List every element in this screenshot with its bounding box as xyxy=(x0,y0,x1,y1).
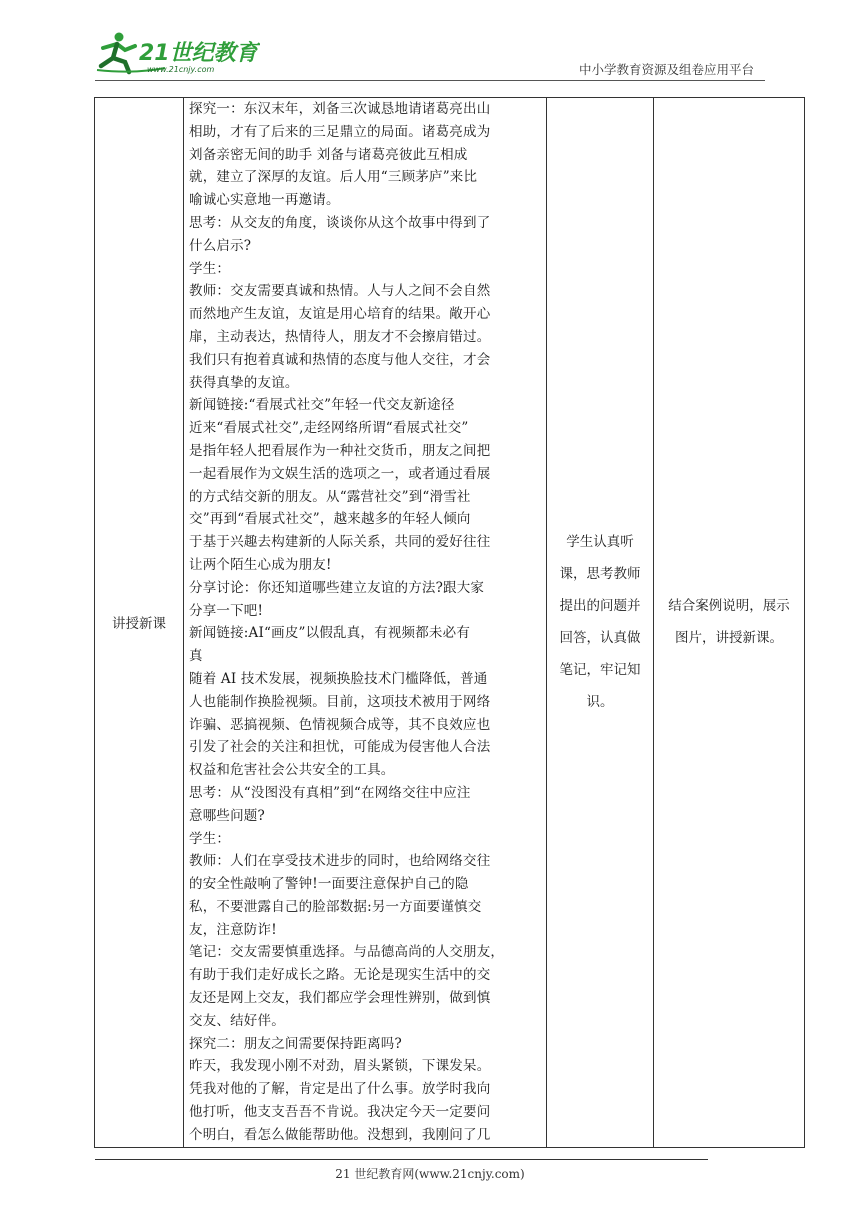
content-lines xyxy=(189,98,542,1147)
content-line: 友还是网上交友，我们都应学会理性辨别，做到慎 xyxy=(189,990,491,1007)
content-line: 喻诚心实意地一再邀请。 xyxy=(189,192,340,209)
content-line: 诈骗、恶搞视频、色情视频合成等，其不良效应也 xyxy=(189,716,491,733)
design-intent: 结合案例说明，展示图片，讲授新课。 xyxy=(654,98,805,1148)
content-line: 我们只有抱着真诚和热情的态度与他人交往，才会 xyxy=(189,351,491,368)
content-line: 探究一：东汉末年，刘备三次诚恳地请诸葛亮出山 xyxy=(189,101,491,117)
content-line: 他打听，他支支吾吾不肯说。我决定今天一定要问 xyxy=(189,1104,491,1121)
content-line: 刘备亲密无间的助手 刘备与诸葛亮彼此互相成 xyxy=(189,146,468,163)
page-header xyxy=(0,0,860,84)
content-line: 于基于兴趣去构建新的人际关系，共同的爱好往往 xyxy=(189,534,491,551)
platform-name: 中小学教育资源及组卷应用平台 xyxy=(578,62,754,77)
teaching-content xyxy=(184,98,547,1148)
content-line: 分享一下吧! xyxy=(189,602,264,619)
section-label: 讲授新课 xyxy=(95,98,184,1148)
content-line: 权益和危害社会公共安全的工具。 xyxy=(189,762,395,779)
header-divider xyxy=(95,80,765,81)
content-line: 昨天，我发现小刚不对劲，眉头紧锁，下课发呆。 xyxy=(189,1058,491,1075)
content-line: 笔记：交友需要慎重选择。与品德高尚的人交朋友， xyxy=(189,944,505,961)
content-line: 私，不要泄露自己的脸部数据:另一方面要谨慎交 xyxy=(189,898,482,915)
content-line: 就，建立了深厚的友谊。后人用“三顾茅庐”来比 xyxy=(189,169,478,186)
content-line: 教师：人们在享受技术进步的同时，也给网络交往 xyxy=(189,853,491,870)
content-line: 获得真挚的友谊。 xyxy=(189,374,299,391)
content-line: 思考：从“没图没有真相”到“在网络交往中应注 xyxy=(189,784,471,801)
content-line: 学生： xyxy=(189,260,231,277)
content-line: 的安全性敲响了警钟!一面要注意保护自己的隐 xyxy=(189,876,469,893)
content-line: 教师：交友需要真诚和热情。人与人之间不会自然 xyxy=(189,283,491,300)
student-activity: 学生认真听课，思考教师提出的问题并回答，认真做笔记，牢记知识。 xyxy=(547,98,654,1148)
content-line: 新闻链接:AI“画皮”以假乱真，有视频都未必有 xyxy=(189,625,471,642)
svg-text:21世纪教育: 21世纪教育 xyxy=(139,41,258,66)
content-line: 新闻链接:“看展式社交”年轻一代交友新途径 xyxy=(189,397,455,414)
svg-text:www.21cnjy.com: www.21cnjy.com xyxy=(147,65,215,74)
content-line: 分享讨论：你还知道哪些建立友谊的方法?跟大家 xyxy=(189,579,485,596)
page-footer: 21 世纪教育网(www.21cnjy.com) xyxy=(335,1167,525,1181)
content-line: 思考：从交友的角度，谈谈你从这个故事中得到了 xyxy=(189,214,491,231)
content-line: 什么启示? xyxy=(189,237,252,254)
content-line: 随着 AI 技术发展，视频换脸技术门槛降低，普通 xyxy=(189,670,488,687)
content-line: 引发了社会的关注和担忧，可能成为侵害他人合法 xyxy=(189,739,491,756)
content-line: 有助于我们走好成长之路。无论是现实生活中的交 xyxy=(189,967,491,984)
footer-divider xyxy=(95,1159,708,1160)
site-logo xyxy=(95,30,260,76)
content-line: 交”再到“看展式社交”，越来越多的年轻人倾向 xyxy=(189,511,471,528)
content-line: 探究二：朋友之间需要保持距离吗? xyxy=(189,1035,402,1052)
content-line: 学生： xyxy=(189,830,231,847)
content-line: 友，注意防诈! xyxy=(189,921,277,938)
content-line: 扉，主动表达，热情待人，朋友才不会擦肩错过。 xyxy=(189,328,491,345)
content-line: 的方式结交新的朋友。从“露营社交”到“滑雪社 xyxy=(189,488,471,505)
content-line: 意哪些问题? xyxy=(189,807,265,824)
content-line: 个明白，看怎么做能帮助他。没想到，我刚问了几 xyxy=(189,1126,491,1143)
content-line: 让两个陌生心成为朋友! xyxy=(189,556,332,573)
lesson-table xyxy=(94,97,805,1148)
content-line: 人也能制作换脸视频。目前，这项技术被用于网络 xyxy=(189,693,491,710)
content-line: 近来“看展式社交”,走经网络所谓“看展式社交” xyxy=(189,420,469,437)
content-line: 交友、结好伴。 xyxy=(189,1012,285,1029)
content-line: 是指年轻人把看展作为一种社交货币，朋友之间把 xyxy=(189,442,491,459)
content-line: 而然地产生友谊，友谊是用心培育的结果。敞开心 xyxy=(189,306,491,323)
content-line: 一起看展作为文娱生活的选项之一，或者通过看展 xyxy=(189,465,491,482)
content-line: 相助，才有了后来的三足鼎立的局面。诸葛亮成为 xyxy=(189,123,491,140)
table-row xyxy=(95,98,805,1148)
content-line: 真 xyxy=(189,648,203,665)
content-line: 凭我对他的了解，肯定是出了什么事。放学时我向 xyxy=(189,1081,491,1098)
